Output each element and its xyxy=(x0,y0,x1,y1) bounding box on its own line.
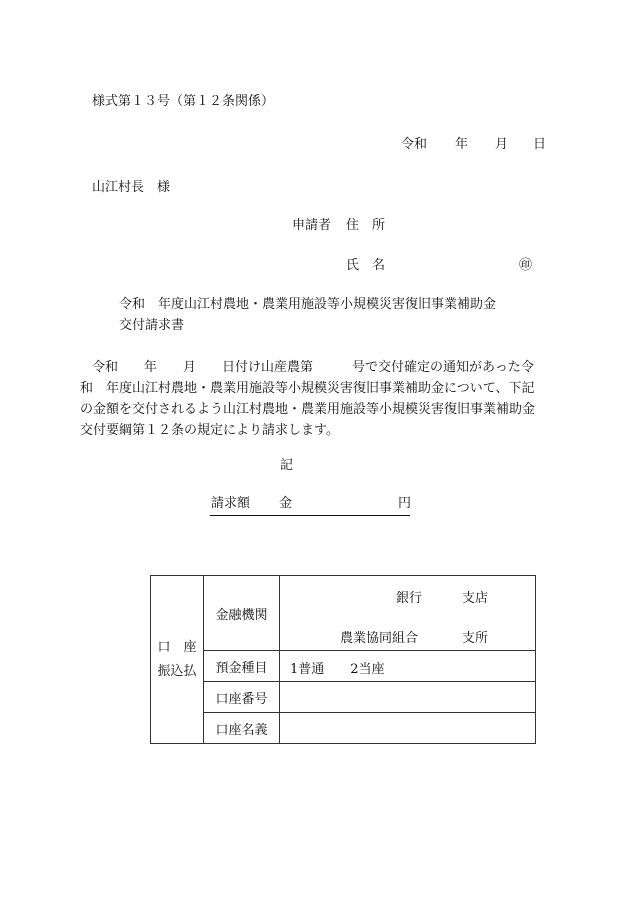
transfer-group-cell xyxy=(151,576,204,744)
transfer-group-label-1: 口 座 xyxy=(157,639,197,655)
amount-yen: 円 xyxy=(398,496,412,511)
document-title-line2: 交付請求書 xyxy=(119,318,185,333)
date-month: 月 xyxy=(495,137,509,152)
coop-label: 農業協同組合 xyxy=(340,631,419,646)
bank-label: 銀行 xyxy=(396,591,423,606)
date-era: 令和 xyxy=(401,137,428,152)
document-title-line1: 令和 年度山江村農地・農業用施設等小規模災害復旧事業補助金 xyxy=(119,297,497,312)
deposit-type-label: 預金種目 xyxy=(204,651,280,682)
deposit-type-value-cell[interactable] xyxy=(280,651,536,682)
body-line-4: 交付要綱第１２条の規定により請求します。 xyxy=(80,423,339,438)
body-line-2: 和 年度山江村農地・農業用施設等小規模災害復旧事業補助金について、下記 xyxy=(80,381,535,396)
deposit-type-options: 1普通 2当座 xyxy=(290,662,385,677)
applicant-prefix: 申請者 xyxy=(292,218,332,233)
ki-heading: 記 xyxy=(280,458,294,473)
institution-label: 金融機関 xyxy=(204,576,280,651)
body-line-3: の金額を交付されるよう山江村農地・農業用施設等小規模災害復旧事業補助金 xyxy=(80,402,536,417)
addressee: 山江村長 様 xyxy=(92,180,171,195)
amount-label: 請求額 xyxy=(211,496,251,511)
institution-value-cell[interactable] xyxy=(280,576,536,651)
form-number: 様式第１３号（第１２条関係） xyxy=(92,94,275,109)
date-day: 日 xyxy=(533,137,547,152)
applicant-address-label: 住 所 xyxy=(346,218,386,233)
date-year: 年 xyxy=(455,137,469,152)
account-name-value-cell[interactable] xyxy=(280,713,536,744)
body-line-1: 令和 年 月 日付け山産農第 号で交付確定の通知があった令 xyxy=(92,360,534,375)
account-name-label: 口座名義 xyxy=(204,713,280,744)
amount-kin: 金 xyxy=(279,496,293,511)
seal-mark: ㊞ xyxy=(519,258,533,273)
office-label: 支所 xyxy=(462,631,489,646)
transfer-group-label-2: 振込払 xyxy=(157,663,197,679)
applicant-name-label: 氏 名 xyxy=(346,258,386,273)
account-number-value-cell[interactable] xyxy=(280,682,536,713)
amount-line xyxy=(210,495,410,516)
branch-label: 支店 xyxy=(462,591,489,606)
account-number-label: 口座番号 xyxy=(204,682,280,713)
bank-account-table xyxy=(150,575,536,744)
